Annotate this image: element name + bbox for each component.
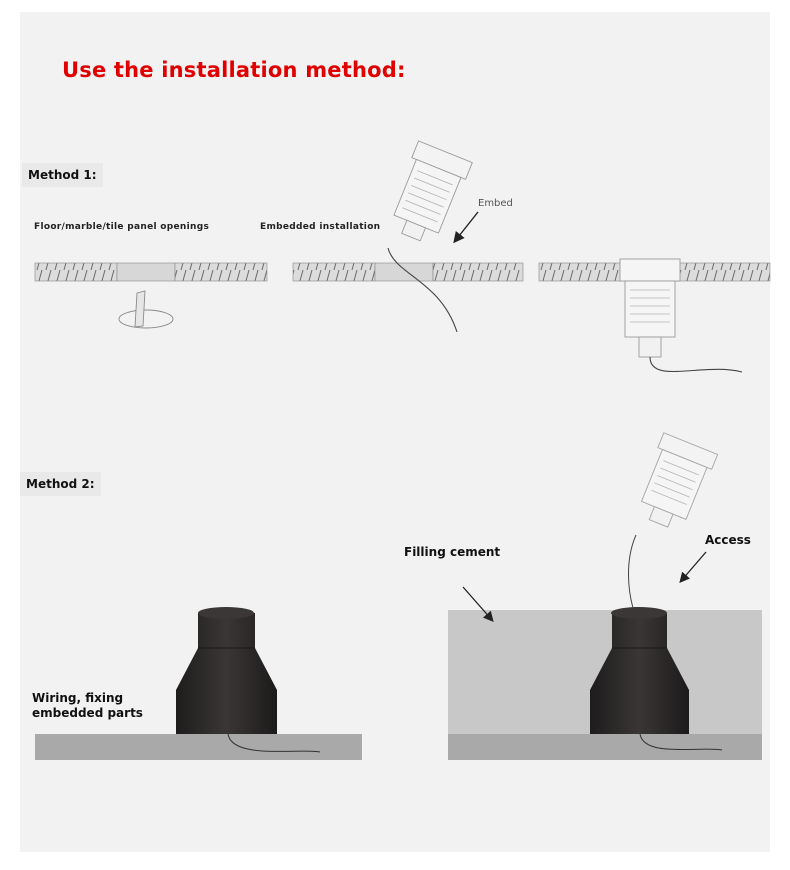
fixture-cable [388, 248, 457, 332]
cut-panel-piece [119, 291, 173, 328]
tilted-light-fixture [384, 141, 472, 248]
embedded-sleeve-left [176, 607, 277, 734]
label-filling-cement: Filling cement [404, 545, 501, 559]
floor-strip-opening [35, 263, 267, 281]
label-wiring-line-2: embedded parts [32, 706, 143, 720]
label-access: Access [705, 533, 751, 547]
label-panel-openings: Floor/marble/tile panel openings [34, 222, 210, 232]
base-slab-right [448, 734, 762, 760]
page-title: Use the installation method: [62, 58, 406, 82]
access-light-fixture [632, 433, 718, 534]
access-arrow [681, 552, 706, 581]
access-cable [629, 535, 637, 608]
embed-arrow [455, 212, 478, 241]
method-1-tag: Method 1: [22, 163, 103, 187]
label-wiring-line-1: Wiring, fixing [32, 691, 124, 705]
base-slab-left [35, 734, 362, 760]
installed-light-fixture [620, 259, 680, 357]
installed-fixture-cable [650, 357, 742, 372]
label-embedded-installation: Embedded installation [260, 222, 381, 232]
label-embed: Embed [478, 198, 513, 209]
method-2-tag: Method 2: [20, 472, 101, 496]
